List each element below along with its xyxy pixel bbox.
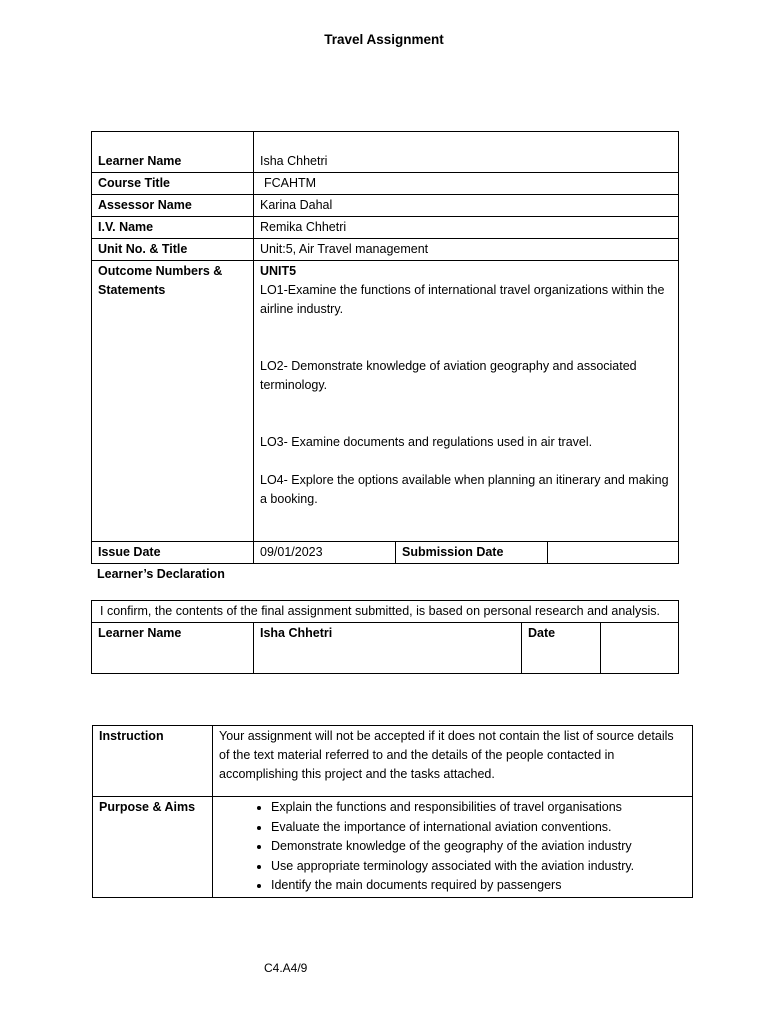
aims-cell xyxy=(213,797,693,898)
assessor-name-label: Assessor Name xyxy=(92,195,254,217)
aim-item: • Evaluate the importance of international aviation conventions. xyxy=(271,818,686,838)
declaration-table xyxy=(91,600,679,674)
outcomes-cell xyxy=(254,261,679,542)
outcomes-label: Outcome Numbers & Statements xyxy=(92,261,254,542)
declaration-learner-value: Isha Chhetri xyxy=(254,623,522,674)
instruction-row xyxy=(93,726,693,797)
declaration-date-value xyxy=(601,623,679,674)
declaration-learner-label: Learner Name xyxy=(92,623,254,674)
aim-item: • Use appropriate terminology associated with the aviation industry. xyxy=(271,857,686,877)
unit-heading: UNIT5 xyxy=(260,264,297,278)
iv-name-row xyxy=(92,217,679,239)
lo2-statement: LO2- Demonstrate knowledge of aviation geography and associated terminology. xyxy=(260,359,637,392)
page-footer: C4.A4/9 xyxy=(264,961,308,975)
aim-item: • Explain the functions and responsibilities of travel organisations xyxy=(271,798,686,818)
submission-date-label: Submission Date xyxy=(396,542,548,564)
aims-list xyxy=(219,798,686,896)
declaration-statement-row xyxy=(92,601,679,623)
course-title-row xyxy=(92,173,679,195)
lo4-statement: LO4- Explore the options available when planning an itinerary and making a booking. xyxy=(260,473,669,506)
assessor-name-value: Karina Dahal xyxy=(254,195,679,217)
learner-name-value: Isha Chhetri xyxy=(254,132,679,173)
purpose-row xyxy=(93,797,693,898)
aim-item: • Demonstrate knowledge of the geography of the aviation industry xyxy=(271,837,686,857)
submission-date-value xyxy=(548,542,679,564)
assignment-info-table xyxy=(91,131,679,564)
lo1-statement: LO1-Examine the functions of international travel organizations within the airline industry. xyxy=(260,283,665,316)
instruction-label: Instruction xyxy=(93,726,213,797)
instruction-table xyxy=(92,725,693,898)
dates-row xyxy=(92,542,679,564)
unit-title-row xyxy=(92,239,679,261)
iv-name-label: I.V. Name xyxy=(92,217,254,239)
issue-date-label: Issue Date xyxy=(92,542,254,564)
aim-item: • Identify the main documents required by passengers xyxy=(271,876,686,896)
assessor-name-row xyxy=(92,195,679,217)
unit-title-value: Unit:5, Air Travel management xyxy=(254,239,679,261)
learner-name-row xyxy=(92,132,679,173)
course-title-value: FCAHTM xyxy=(254,173,679,195)
learner-name-label: Learner Name xyxy=(92,132,254,173)
issue-date-value: 09/01/2023 xyxy=(254,542,396,564)
unit-title-label: Unit No. & Title xyxy=(92,239,254,261)
declaration-signature-row xyxy=(92,623,679,674)
declaration-statement: I confirm, the contents of the final assignment submitted, is based on personal research and analysis. xyxy=(92,601,679,623)
declaration-heading: Learner’s Declaration xyxy=(97,567,225,581)
purpose-label: Purpose & Aims xyxy=(93,797,213,898)
instruction-text: Your assignment will not be accepted if it does not contain the list of source details of the text material referred to and the details of the people contacted in accomplishing this project and the tasks attached. xyxy=(213,726,693,797)
declaration-date-label: Date xyxy=(522,623,601,674)
lo3-statement: LO3- Examine documents and regulations used in air travel. xyxy=(260,435,593,449)
outcomes-row xyxy=(92,261,679,542)
document-title: Travel Assignment xyxy=(324,32,444,47)
course-title-label: Course Title xyxy=(92,173,254,195)
iv-name-value: Remika Chhetri xyxy=(254,217,679,239)
